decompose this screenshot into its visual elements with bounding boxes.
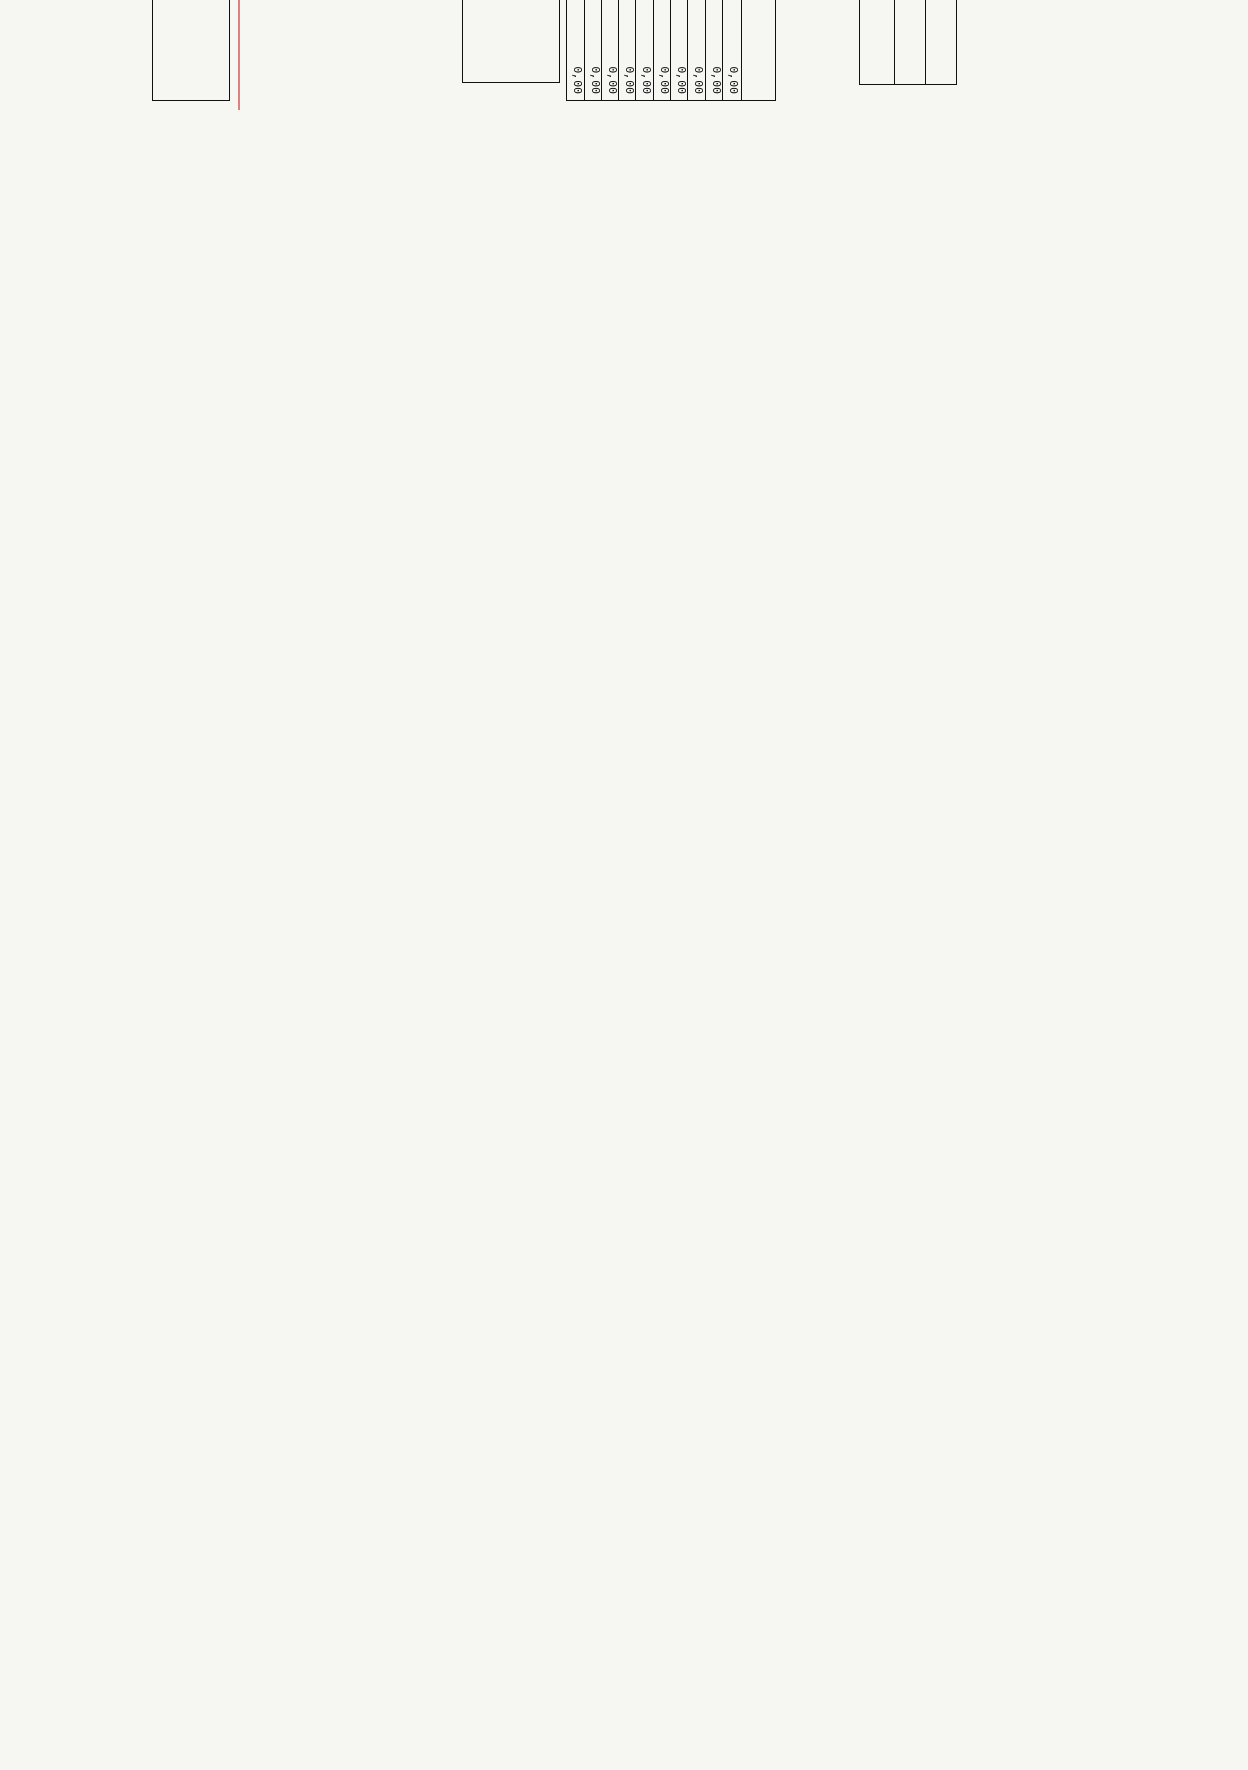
table-cell-vipi: 0,00 xyxy=(674,66,688,94)
table-row-divider xyxy=(636,0,637,101)
invoice-document xyxy=(110,0,1110,112)
table-row-divider xyxy=(687,0,688,101)
cut-line xyxy=(238,0,240,110)
col-valor-ipi-header xyxy=(751,0,762,100)
table-cell-vipi: 0,00 xyxy=(587,66,601,94)
table-row-divider xyxy=(653,0,654,101)
table-cell-vipi: 0,00 xyxy=(708,66,722,94)
additional-data-box xyxy=(462,0,560,83)
table-cell-vipi: 0,00 xyxy=(691,66,705,94)
table-cell-vipi: 0,00 xyxy=(570,66,584,94)
table-cell-vipi: 0,00 xyxy=(639,66,653,94)
table-row-divider xyxy=(722,0,723,101)
table-row-divider xyxy=(618,0,619,101)
table-row-divider xyxy=(584,0,585,101)
table-row-divider xyxy=(705,0,706,101)
receipt-box xyxy=(152,0,230,101)
table-cell-vipi: 0,00 xyxy=(622,66,636,94)
table-row-divider xyxy=(601,0,602,101)
table-cell-vipi: 0,00 xyxy=(726,66,739,94)
table-cell-vipi: 0,00 xyxy=(604,66,618,94)
table-row-divider xyxy=(566,0,567,101)
table-cell-vipi: 0,00 xyxy=(656,66,670,94)
dates-box xyxy=(859,0,957,85)
barcode-frame xyxy=(230,0,330,95)
table-row-divider xyxy=(670,0,671,101)
